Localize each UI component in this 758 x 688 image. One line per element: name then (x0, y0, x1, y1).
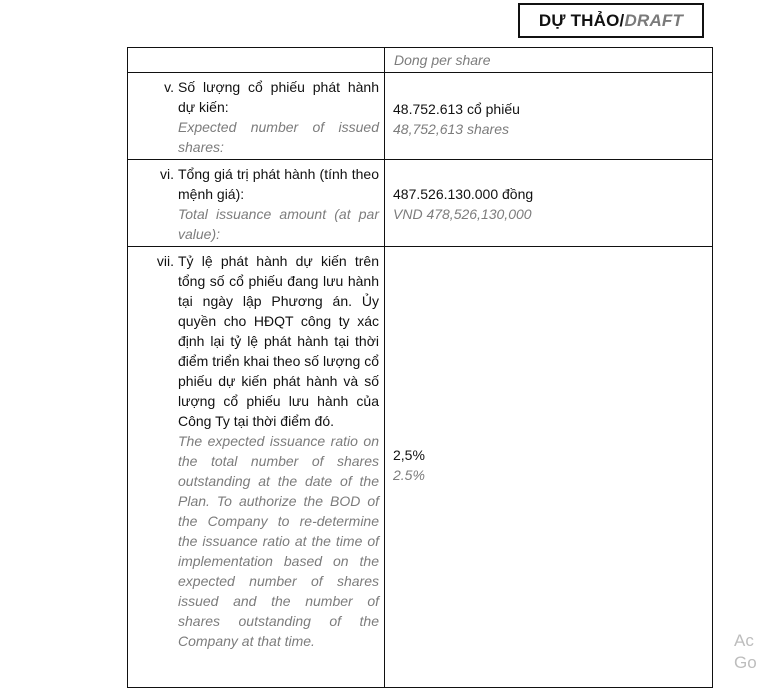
label-cell (128, 160, 385, 247)
table-row (128, 73, 713, 160)
item-value-vi: 48.752.613 cổ phiếu (393, 101, 520, 117)
value-cell (385, 160, 713, 247)
table-row (128, 247, 713, 688)
label-cell (128, 73, 385, 160)
item-label-en: Expected number of issued shares: (178, 119, 379, 155)
item-label-vi: Số lượng cổ phiếu phát hành dự kiến: (178, 79, 379, 115)
item-number: vi. (160, 166, 174, 182)
draft-label-vi: DỰ THẢO/ (538, 10, 625, 30)
item-label-vi: Tổng giá trị phát hành (tính theo mệnh giá): (178, 166, 379, 202)
value-cell (385, 73, 713, 160)
label-cell (128, 247, 385, 688)
item-number: v. (164, 79, 174, 95)
item-value-en: 2.5% (393, 467, 425, 483)
draft-label-en: DRAFT (624, 10, 684, 30)
table-row (128, 160, 713, 247)
unit-cell (385, 48, 713, 73)
watermark-line-2: Go (734, 653, 757, 672)
draft-stamp (518, 3, 704, 38)
header-empty-cell (128, 48, 385, 73)
watermark-line-1: Ac (734, 631, 754, 650)
item-label-en: Total issuance amount (at par value): (178, 206, 379, 242)
item-label-en: The expected issuance ratio on the total number of shares outstanding at the date of the Plan. To authorize the BOD of the Company to re-determine the issuance ratio at the time of implementation based on the expected number of shares issued and the number of shares outstanding of the Company at that time. (178, 433, 379, 649)
issuance-table (127, 47, 713, 688)
activation-watermark (734, 630, 758, 674)
value-cell (385, 247, 713, 688)
item-label-vi: Tỷ lệ phát hành dự kiến trên tổng số cổ phiếu đang lưu hành tại ngày lập Phương án. Ủy quyền cho HĐQT công ty xác định lại tỷ lệ phát hành tại thời điểm triển khai theo số lượng cổ phiếu dự kiến phát hành và số lượng cổ phiếu lưu hành của Công Ty tại thời điểm đó. (178, 253, 379, 429)
table-row (128, 48, 713, 73)
item-number: vii. (156, 253, 174, 269)
unit-label: Dong per share (394, 52, 491, 68)
item-value-en: VND 478,526,130,000 (393, 206, 532, 222)
item-value-vi: 487.526.130.000 đồng (393, 186, 534, 202)
item-value-en: 48,752,613 shares (393, 121, 509, 137)
item-value-vi: 2,5% (393, 447, 425, 463)
